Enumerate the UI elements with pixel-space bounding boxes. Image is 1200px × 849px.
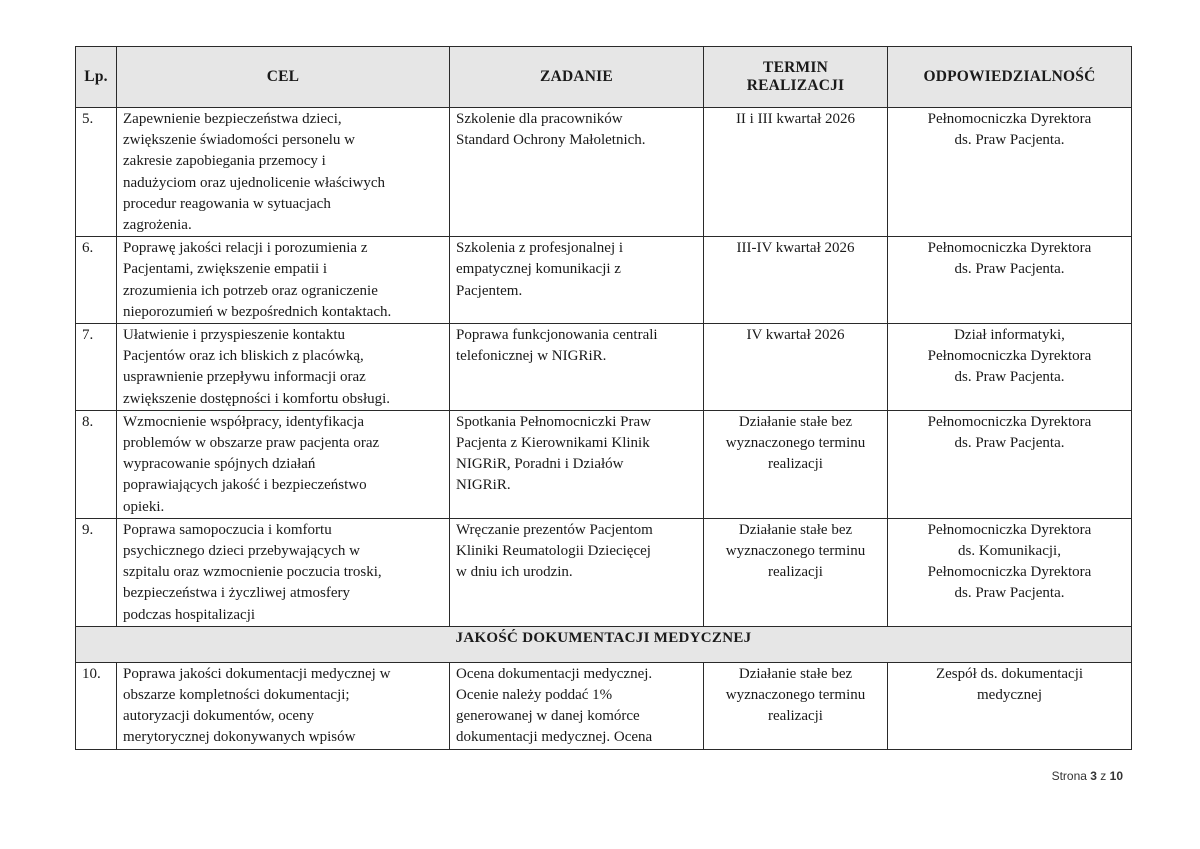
cell-termin — [704, 518, 888, 626]
table-body — [76, 108, 1132, 750]
cell-odpowiedzialnosc — [888, 324, 1132, 411]
cell-cel-line: wypracowanie spójnych działań — [123, 456, 316, 473]
row-number: 5. — [76, 108, 117, 237]
cell-cel-line: autoryzacji dokumentów, oceny — [123, 708, 315, 725]
cell-zadanie-line: empatycznej komunikacji z — [456, 261, 621, 278]
cell-odpowiedzialnosc-line: Pełnomocniczka Dyrektora — [927, 240, 1092, 257]
cell-cel-line: szpitalu oraz wzmocnienie poczucia troski, — [123, 564, 382, 581]
cell-zadanie-line: Wręczanie prezentów Pacjentom — [456, 521, 653, 538]
cell-cel-line: Ułatwienie i przyspieszenie kontaktu — [123, 327, 346, 344]
cell-termin-line: wyznaczonego terminu — [725, 543, 866, 560]
cell-cel — [117, 410, 450, 518]
cell-cel-line: bezpieczeństwa i życzliwej atmosfery — [123, 585, 350, 602]
page-number-total: 10 — [1109, 769, 1123, 783]
cell-zadanie-line: Pacjentem. — [456, 282, 523, 299]
cell-cel-line: Pacjentów oraz ich bliskich z placówką, — [123, 348, 364, 365]
page-number-separator: z — [1096, 769, 1110, 783]
cell-termin-line: IV kwartał 2026 — [746, 327, 845, 344]
cell-odpowiedzialnosc — [888, 237, 1132, 324]
cell-termin-line: realizacji — [768, 456, 823, 473]
cell-odpowiedzialnosc-line: ds. Praw Pacjenta. — [954, 435, 1065, 452]
cell-odpowiedzialnosc-line: Pełnomocniczka Dyrektora — [927, 111, 1092, 127]
table-row — [76, 324, 1132, 411]
cell-zadanie-line: Szkolenia z profesjonalnej i — [456, 240, 624, 257]
cell-cel-line: procedur reagowania w sytuacjach — [123, 195, 331, 212]
cell-termin — [704, 237, 888, 324]
section-row — [76, 626, 1132, 662]
row-number: 10. — [76, 662, 117, 749]
cell-cel-line: zwiększenie świadomości personelu w — [123, 132, 356, 149]
table-row — [76, 108, 1132, 237]
table-header — [76, 47, 1132, 108]
cell-termin — [704, 108, 888, 237]
cell-zadanie — [450, 662, 704, 749]
cell-zadanie-line: Pacjenta z Kierownikami Klinik — [456, 435, 650, 452]
cell-cel-line: Pacjentami, zwiększenie empatii i — [123, 261, 328, 278]
cell-zadanie — [450, 518, 704, 626]
cell-termin-line: Działanie stałe bez — [738, 665, 853, 682]
cell-odpowiedzialnosc-line: medycznej — [977, 687, 1042, 704]
page-number — [1052, 769, 1123, 783]
cell-zadanie-line: NIGRiR, Poradni i Działów — [456, 456, 624, 473]
cell-cel-line: usprawnienie przepływu informacji oraz — [123, 369, 366, 386]
cell-zadanie-line: Ocena dokumentacji medycznej. — [456, 665, 653, 682]
page-number-current: 3 — [1090, 769, 1097, 783]
cell-odpowiedzialnosc — [888, 518, 1132, 626]
cell-termin-line: wyznaczonego terminu — [725, 435, 866, 452]
cell-cel-line: poprawiających jakość i bezpieczeństwo — [123, 477, 367, 494]
header-termin: TERMIN REALIZACJI — [704, 47, 888, 108]
cell-odpowiedzialnosc-line: Pełnomocniczka Dyrektora — [927, 348, 1092, 365]
cell-cel — [117, 237, 450, 324]
cell-odpowiedzialnosc — [888, 410, 1132, 518]
cell-cel-line: Poprawa samopoczucia i komfortu — [123, 521, 332, 538]
cell-zadanie-line: Ocenie należy poddać 1% — [456, 687, 613, 704]
cell-cel-line: Poprawa jakości dokumentacji medycznej w — [123, 665, 391, 682]
row-number: 6. — [76, 237, 117, 324]
cell-cel-line: Zapewnienie bezpieczeństwa dzieci, — [123, 111, 342, 127]
cell-zadanie-line: Kliniki Reumatologii Dziecięcej — [456, 543, 651, 560]
cell-zadanie-line: telefonicznej w NIGRiR. — [456, 348, 607, 365]
cell-termin — [704, 410, 888, 518]
cell-odpowiedzialnosc-line: Pełnomocniczka Dyrektora — [927, 564, 1092, 581]
header-zadanie: ZADANIE — [450, 47, 704, 108]
cell-termin-line: realizacji — [768, 708, 823, 725]
page-number-prefix: Strona — [1051, 769, 1091, 783]
row-number: 8. — [76, 410, 117, 518]
cell-cel-line: zrozumienia ich potrzeb oraz ograniczenie — [123, 282, 378, 299]
cell-zadanie-line: Szkolenie dla pracowników — [456, 111, 623, 127]
row-number: 9. — [76, 518, 117, 626]
cell-termin — [704, 662, 888, 749]
row-number: 7. — [76, 324, 117, 411]
cell-cel-line: psychicznego dzieci przebywających w — [123, 543, 360, 560]
cell-termin-line: Działanie stałe bez — [738, 521, 853, 538]
cell-cel-line: zagrożenia. — [123, 217, 192, 234]
cell-zadanie-line: Poprawa funkcjonowania centrali — [456, 327, 658, 344]
cell-odpowiedzialnosc-line: ds. Komunikacji, — [958, 543, 1061, 560]
section-title: JAKOŚĆ DOKUMENTACJI MEDYCZNEJ — [76, 626, 1132, 662]
cell-odpowiedzialnosc-line: ds. Praw Pacjenta. — [954, 369, 1065, 386]
cell-zadanie-line: dokumentacji medycznej. Ocena — [456, 729, 653, 746]
cell-zadanie — [450, 324, 704, 411]
cell-cel-line: merytorycznej dokonywanych wpisów — [123, 729, 356, 746]
header-odpowiedzialnosc: ODPOWIEDZIALNOŚĆ — [888, 47, 1132, 108]
cell-cel-line: zwiększenie dostępności i komfortu obsługi. — [123, 390, 391, 407]
cell-termin — [704, 324, 888, 411]
cell-zadanie-line: w dniu ich urodzin. — [456, 564, 573, 581]
cell-odpowiedzialnosc — [888, 662, 1132, 749]
plan-table — [75, 46, 1132, 750]
cell-zadanie — [450, 108, 704, 237]
cell-termin-line: III-IV kwartał 2026 — [736, 240, 855, 257]
cell-zadanie-line: Spotkania Pełnomocniczki Praw — [456, 413, 651, 430]
cell-odpowiedzialnosc-line: ds. Praw Pacjenta. — [954, 585, 1065, 602]
table-row — [76, 237, 1132, 324]
cell-cel — [117, 324, 450, 411]
table-row — [76, 518, 1132, 626]
cell-odpowiedzialnosc — [888, 108, 1132, 237]
cell-cel-line: Wzmocnienie współpracy, identyfikacja — [123, 413, 365, 430]
table-row — [76, 410, 1132, 518]
cell-odpowiedzialnosc-line: Pełnomocniczka Dyrektora — [927, 413, 1092, 430]
cell-cel — [117, 108, 450, 237]
header-lp: Lp. — [76, 47, 117, 108]
cell-cel-line: Poprawę jakości relacji i porozumienia z — [123, 240, 368, 257]
cell-cel-line: zakresie zapobiegania przemocy i — [123, 153, 326, 170]
cell-zadanie-line: generowanej w danej komórce — [456, 708, 640, 725]
cell-odpowiedzialnosc-line: ds. Praw Pacjenta. — [954, 261, 1065, 278]
cell-odpowiedzialnosc-line: Pełnomocniczka Dyrektora — [927, 521, 1092, 538]
cell-cel — [117, 662, 450, 749]
cell-zadanie-line: Standard Ochrony Małoletnich. — [456, 132, 646, 149]
cell-cel-line: podczas hospitalizacji — [123, 606, 256, 623]
header-cel: CEL — [117, 47, 450, 108]
cell-cel-line: opieki. — [123, 498, 165, 515]
cell-cel-line: nadużyciom oraz ujednolicenie właściwych — [123, 174, 385, 191]
cell-odpowiedzialnosc-line: ds. Praw Pacjenta. — [954, 132, 1065, 149]
cell-zadanie — [450, 410, 704, 518]
cell-odpowiedzialnosc-line: Zespół ds. dokumentacji — [935, 665, 1084, 682]
cell-termin-line: Działanie stałe bez — [738, 413, 853, 430]
table-row — [76, 662, 1132, 749]
cell-zadanie — [450, 237, 704, 324]
cell-cel-line: nieporozumień w bezpośrednich kontaktach. — [123, 303, 392, 320]
cell-termin-line: wyznaczonego terminu — [725, 687, 866, 704]
cell-termin-line: II i III kwartał 2026 — [735, 111, 856, 127]
cell-zadanie-line: NIGRiR. — [456, 477, 511, 494]
header-row — [76, 47, 1132, 108]
cell-odpowiedzialnosc-line: Dział informatyki, — [954, 327, 1065, 344]
cell-cel — [117, 518, 450, 626]
cell-cel-line: obszarze kompletności dokumentacji; — [123, 687, 350, 704]
cell-cel-line: problemów w obszarze praw pacjenta oraz — [123, 435, 380, 452]
cell-termin-line: realizacji — [768, 564, 823, 581]
